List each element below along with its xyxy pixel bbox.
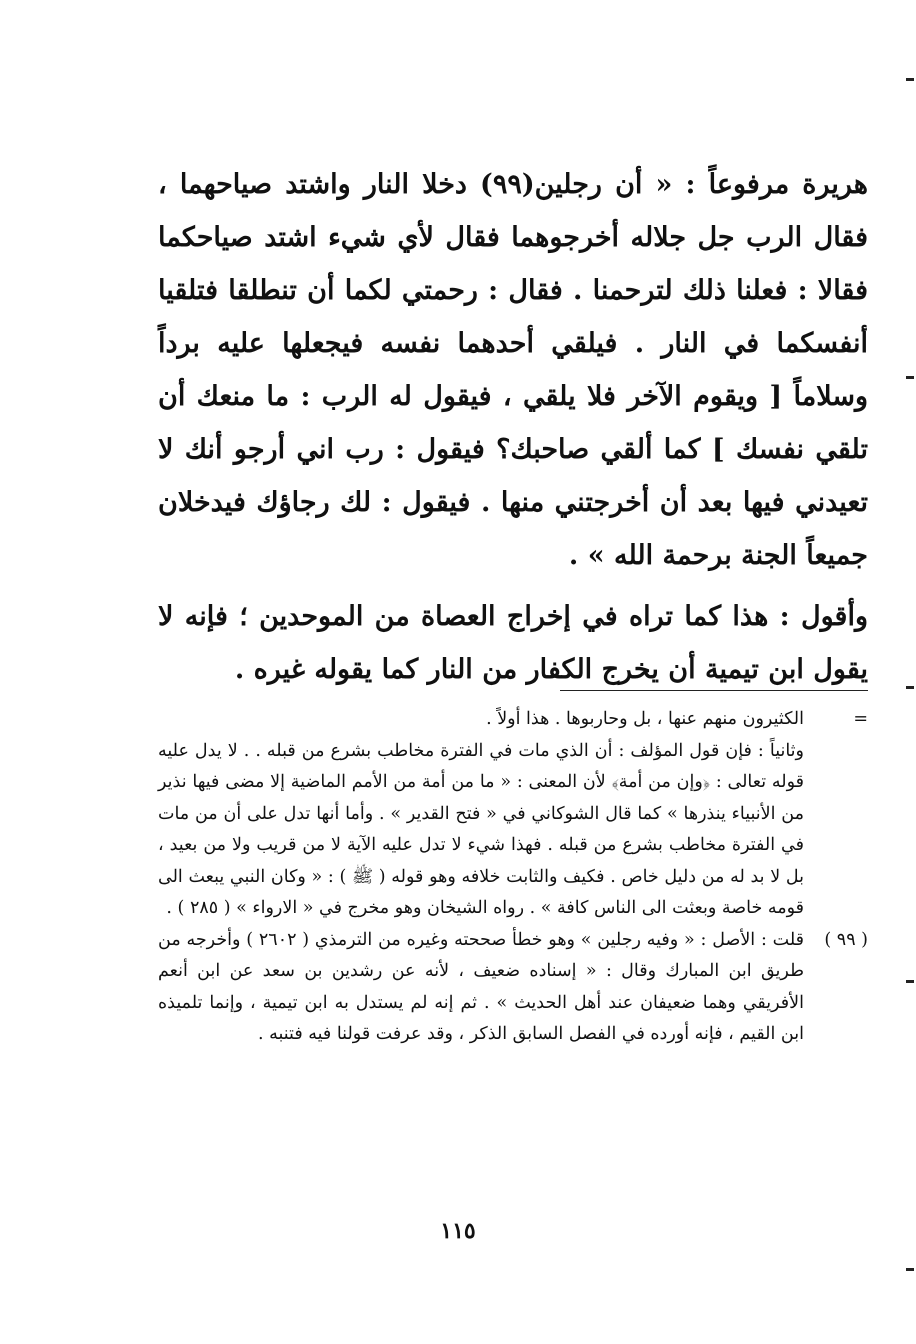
footnote-line: قلت : الأصل : « وفيه رجلين » وهو خطأ صححته وغيره من الترمذي ( ٢٦٠٢ ) وأخرجه من طريق ابن المبارك وقال : « إسناده ضعيف ، لأنه عن رشدين بن سعد عن ابن أنعم الأفريقي وهما ضعيفان عند أهل الحديث » . ثم إنه لم يستدل به ابن تيمية ، وإنما تلميذه ابن القيم ، فإنه أورده في الفصل السابق الذكر ، وقد عرفت قولنا فيه فتنبه . — [158, 929, 804, 1044]
footnote-marker: ( ٩٩ ) — [824, 929, 868, 950]
edge-mark — [906, 686, 914, 689]
main-paragraph: هريرة مرفوعاً : « أن رجلين(٩٩) دخلا النار واشتد صياحهما ، فقال الرب جل جلاله أخرجوهما فقال لأي شيء اشتد صياحكما فقالا : فعلنا ذلك لترحمنا . فقال : رحمتي لكما أن تنطلقا فتلقيا أنفسكما في النار . فيلقي أحدهما نفسه فيجعلها عليه برداً وسلاماً [ ويقوم الآخر فلا يلقي ، فيقول له الرب : ما منعك أن تلقي نفسك ] كما ألقي صاحبك؟ فيقول : رب اني أرجو أنك لا تعيدني فيها بعد أن أخرجتني منها . فيقول : لك رجاؤك فيدخلان جميعاً الجنة برحمة الله » . — [158, 169, 868, 571]
edge-mark — [906, 1268, 914, 1271]
main-paragraph: وأقول : هذا كما تراه في إخراج العصاة من الموحدين ؛ فإنه لا يقول ابن تيمية أن يخرج الكفار من النار كما يقوله غيره . — [158, 601, 868, 685]
main-text — [158, 158, 868, 696]
footnote-99 — [158, 925, 868, 1051]
page-number: ١١٥ — [440, 1218, 476, 1244]
footnote-line: وثانياً : فإن قول المؤلف : أن الذي مات في الفترة مخاطب بشرع من قبله . . لا يدل عليه قوله تعالى : ﴿وإن من أمة﴾ لأن المعنى : « ما من أمة من الأمم الماضية إلا مضى فيها نذير من الأنبياء ينذرها » كما قال الشوكاني في « فتح القدير » . وأما أنها تدل على أن من مات في الفترة مخاطب بشرع من قبله . فهذا شيء لا تدل عليه الآية لا من قريب ولا من بعيد ، بل لا بد له من دليل خاص . فكيف والثابت خلافه وهو قوله ( ﷺ ) : « وكان النبي يبعث الى قومه خاصة وبعثت الى الناس كافة » . رواه الشيخان وهو مخرج في « الارواء » ( ٢٨٥ ) . — [158, 740, 804, 918]
edge-mark — [906, 980, 914, 983]
footnotes — [158, 704, 868, 1051]
footnote-separator — [560, 690, 868, 691]
footnote-line: الكثيرون منهم عنها ، بل وحاربوها . هذا أولاً . — [486, 709, 804, 729]
footnote-marker: = — [853, 709, 868, 729]
edge-mark — [906, 78, 914, 81]
edge-mark — [906, 376, 914, 379]
footnote-continued — [158, 704, 868, 925]
